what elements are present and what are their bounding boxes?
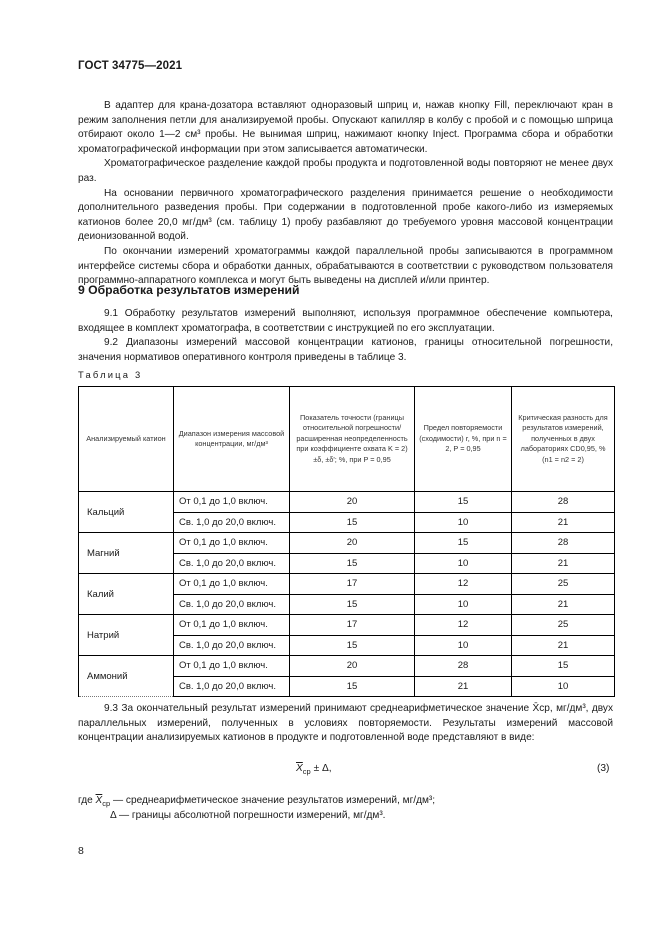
repeatability-cell: 21 xyxy=(415,676,512,697)
table-row xyxy=(79,574,615,595)
where-definition: — среднеарифметическое значение результатов измерений, мг/дм³; xyxy=(113,795,436,806)
header-range: Диапазон измерения массовой концентрации, мг/дм³ xyxy=(174,387,290,492)
critical-cell: 25 xyxy=(512,574,615,595)
paragraph-9-3-block xyxy=(78,702,613,746)
repeatability-cell: 10 xyxy=(415,512,512,533)
critical-cell: 21 xyxy=(512,594,615,615)
range-cell: Св. 1,0 до 20,0 включ. xyxy=(174,512,290,533)
where-subscript: ср xyxy=(102,799,111,809)
document-header: ГОСТ 34775—2021 xyxy=(78,60,183,72)
where-line-1 xyxy=(78,795,435,808)
accuracy-cell: 20 xyxy=(290,656,415,677)
repeatability-cell: 12 xyxy=(415,615,512,636)
section-paragraphs xyxy=(78,307,613,365)
accuracy-cell: 15 xyxy=(290,553,415,574)
formula-subscript: ср xyxy=(302,767,311,777)
header-critical-difference: Критическая разность для результатов измерений, полученных в двух лабораториях CD0,95, % (n1 = n2 = 2) xyxy=(512,387,615,492)
results-table xyxy=(78,386,615,697)
accuracy-cell: 15 xyxy=(290,512,415,533)
critical-cell: 10 xyxy=(512,676,615,697)
critical-cell: 21 xyxy=(512,553,615,574)
critical-cell: 15 xyxy=(512,656,615,677)
section-heading: 9 Обработка результатов измерений xyxy=(78,283,300,297)
paragraph-9-1: 9.1 Обработку результатов измерений выполняют, используя программное обеспечение компьютера, входящее в комплект хроматографа, в соответствии с инструкцией по его эксплуатации. xyxy=(78,308,613,334)
table-header-row xyxy=(79,387,615,492)
table-row xyxy=(79,492,615,513)
range-cell: Св. 1,0 до 20,0 включ. xyxy=(174,553,290,574)
range-cell: От 0,1 до 1,0 включ. xyxy=(174,615,290,636)
critical-cell: 21 xyxy=(512,635,615,656)
repeatability-cell: 12 xyxy=(415,574,512,595)
formula xyxy=(296,763,332,776)
where-symbol: $\overline{X}$ xyxy=(95,795,103,806)
range-cell: От 0,1 до 1,0 включ. xyxy=(174,574,290,595)
header-accuracy: Показатель точности (границы относительной погрешности/ расширенная неопределенность при коэффициенте охвата K = 2) ±δ, ±δ'; %, при P = 0,95 xyxy=(290,387,415,492)
table-row xyxy=(79,533,615,554)
repeatability-cell: 15 xyxy=(415,492,512,513)
accuracy-cell: 17 xyxy=(290,615,415,636)
accuracy-cell: 15 xyxy=(290,676,415,697)
header-repeatability: Предел повторяемости (сходимости) r, %, при n = 2, P = 0,95 xyxy=(415,387,512,492)
ion-name: Калий xyxy=(79,574,174,615)
where-prefix: где xyxy=(78,795,93,806)
range-cell: От 0,1 до 1,0 включ. xyxy=(174,656,290,677)
repeatability-cell: 10 xyxy=(415,635,512,656)
range-cell: Св. 1,0 до 20,0 включ. xyxy=(174,594,290,615)
page-number: 8 xyxy=(78,845,84,857)
accuracy-cell: 20 xyxy=(290,533,415,554)
critical-cell: 28 xyxy=(512,492,615,513)
paragraph-9-3: 9.3 За окончательный результат измерений принимают среднеарифметическое значение X̄ср, мг/дм³, двух параллельных измерений, полученных в условиях повторяемости. Результаты измерений массовой концентрации анализируемых катионов в продукте и подготовленной воде представляют в виде: xyxy=(78,703,613,744)
formula-symbol: $\overline{X}$ xyxy=(296,763,303,774)
table-row xyxy=(79,656,615,677)
accuracy-cell: 15 xyxy=(290,635,415,656)
paragraph-chromatograms: По окончании измерений хроматограммы каждой параллельной пробы записываются в программном интерфейсе системы сбора и обработки данных, обрабатываются в соответствии с руководством пользователя программно-аппаратного комплекса и могут быть выведены на дисплей и/или принтер. xyxy=(78,245,613,287)
accuracy-cell: 20 xyxy=(290,492,415,513)
critical-cell: 28 xyxy=(512,533,615,554)
table-caption: Таблица 3 xyxy=(78,369,143,380)
repeatability-cell: 10 xyxy=(415,594,512,615)
paragraph-adapter: В адаптер для крана-дозатора вставляют одноразовый шприц и, нажав кнопку Fill, переключают кран в режим заполнения петли для анализируемой пробы. Опускают капилляр в колбу с пробой и с помощью шприца отбирают около 1—2 см³ пробы. Не вынимая шприц, нажимают кнопку Inject. Программа сбора и обработки хроматографической информации при этом записывается автоматически. xyxy=(78,100,613,155)
accuracy-cell: 17 xyxy=(290,574,415,595)
formula-rest: ± Δ, xyxy=(313,763,332,774)
critical-cell: 25 xyxy=(512,615,615,636)
intro-paragraphs xyxy=(78,99,613,289)
paragraph-repeat: Хроматографическое разделение каждой пробы продукта и подготовленной воды повторяют не менее двух раз. xyxy=(78,158,613,184)
where-line-2: Δ — границы абсолютной погрешности измерений, мг/дм³. xyxy=(110,810,386,821)
repeatability-cell: 28 xyxy=(415,656,512,677)
ion-name: Аммоний xyxy=(79,656,174,697)
repeatability-cell: 15 xyxy=(415,533,512,554)
ion-name: Магний xyxy=(79,533,174,574)
paragraph-9-2: 9.2 Диапазоны измерений массовой концентрации катионов, границы относительной погрешности, значения нормативов оперативного контроля приведены в таблице 3. xyxy=(78,337,613,363)
ion-name: Натрий xyxy=(79,615,174,656)
formula-number: (3) xyxy=(597,763,610,774)
paragraph-dilution: На основании первичного хроматографического разделения принимается решение о необходимости дополнительного разведения пробы. При содержании в подготовленной пробе какого-либо из измеряемых катионов более 20,0 мг/дм³ (см. таблицу 1) пробу разбавляют до требуемого уровня массовой концентрации деионизованной водой. xyxy=(78,187,613,243)
header-ion: Анализируемый катион xyxy=(79,387,174,492)
range-cell: Св. 1,0 до 20,0 включ. xyxy=(174,676,290,697)
range-cell: От 0,1 до 1,0 включ. xyxy=(174,533,290,554)
repeatability-cell: 10 xyxy=(415,553,512,574)
range-cell: От 0,1 до 1,0 включ. xyxy=(174,492,290,513)
accuracy-cell: 15 xyxy=(290,594,415,615)
table-row xyxy=(79,615,615,636)
range-cell: Св. 1,0 до 20,0 включ. xyxy=(174,635,290,656)
critical-cell: 21 xyxy=(512,512,615,533)
ion-name: Кальций xyxy=(79,492,174,533)
